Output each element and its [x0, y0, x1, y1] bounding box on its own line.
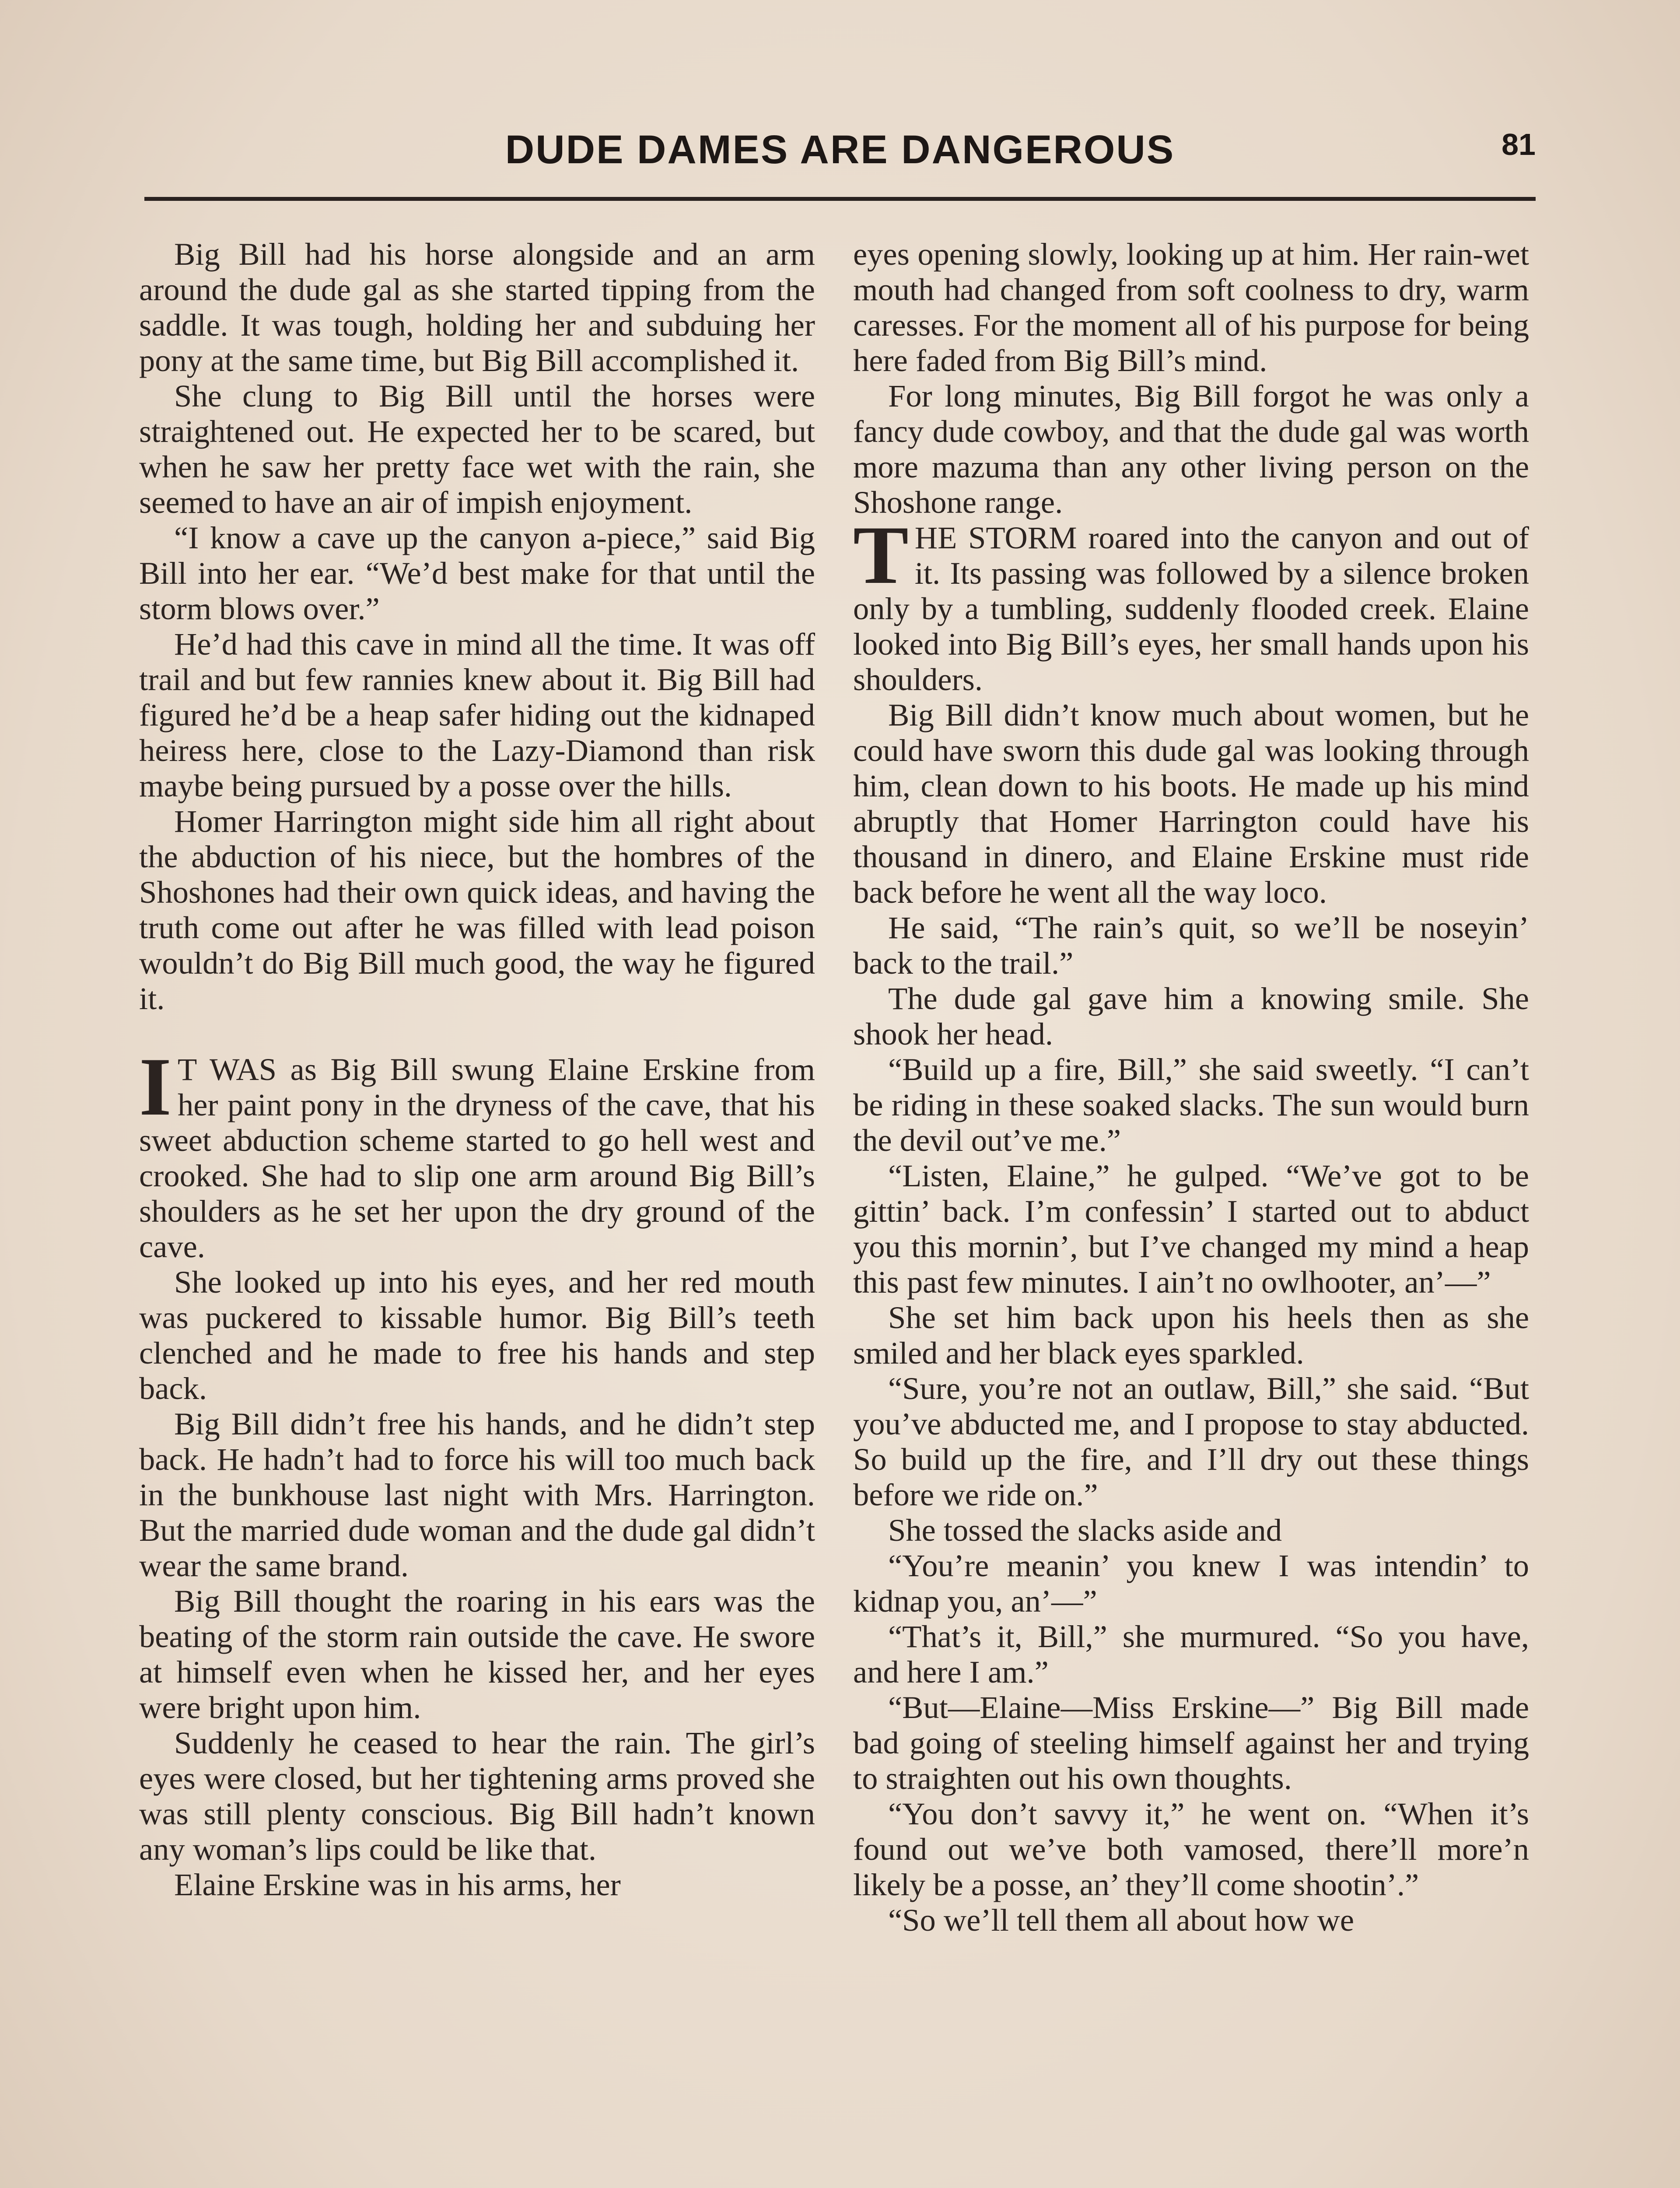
page-number: 81 — [1502, 127, 1536, 161]
paragraph: “But—Elaine—Miss Erskine—” Big Bill made bad going of steeling himself against her and trying to straighten out his own thoughts. — [853, 1690, 1529, 1796]
paragraph: She clung to Big Bill until the horses were straightened out. He expected her to be scared, but when he saw her pretty face wet with the rain, she seemed to have an air of impish enjoyment. — [139, 378, 815, 520]
paragraph: “Build up a fire, Bill,” she said sweetly. “I can’t be riding in these soaked slacks. The sun would burn the devil out’ve me.” — [853, 1052, 1529, 1158]
section-opening-text: T WAS as Big Bill swung Elaine Erskine from her paint pony in the dryness of the cave, that his sweet abduction scheme started to go hell west and crooked. She had to slip one arm around Big Bill’s shoulders as he set her upon the dry ground of the cave. — [139, 1052, 815, 1264]
right-column — [853, 236, 1529, 1938]
paragraph: “That’s it, Bill,” she murmured. “So you have, and here I am.” — [853, 1619, 1529, 1690]
paragraph: “Sure, you’re not an outlaw, Bill,” she said. “But you’ve abducted me, and I propose to stay abducted. So build up the fire, and I’ll dry out these things before we ride on.” — [853, 1371, 1529, 1512]
paragraph: For long minutes, Big Bill forgot he was only a fancy dude cowboy, and that the dude gal was worth more mazuma than any other living person on the Shoshone range. — [853, 378, 1529, 520]
paragraph: “Listen, Elaine,” he gulped. “We’ve got to be gittin’ back. I’m confessin’ I started out to abduct you this mornin’, but I’ve changed my mind a heap this past few minutes. I ain’t no owlhooter, an’—” — [853, 1158, 1529, 1300]
paragraph: Big Bill had his horse alongside and an arm around the dude gal as she started tipping from the saddle. It was tough, holding her and subduing her pony at the same time, but Big Bill accomplished it. — [139, 236, 815, 378]
paragraph: He said, “The rain’s quit, so we’ll be noseyin’ back to the trail.” — [853, 910, 1529, 981]
paragraph: Suddenly he ceased to hear the rain. The girl’s eyes were closed, but her tightening arms proved she was still plenty conscious. Big Bill hadn’t known any woman’s lips could be like that. — [139, 1725, 815, 1867]
section-opening — [139, 1041, 815, 1264]
paragraph: She set him back upon his heels then as she smiled and her black eyes sparkled. — [853, 1300, 1529, 1371]
drop-cap: T — [853, 509, 909, 601]
left-column — [139, 236, 815, 1902]
paragraph: Big Bill didn’t free his hands, and he didn’t step back. He hadn’t had to force his will too much back in the bunkhouse last night with Mrs. Harrington. But the married dude woman and the dude gal didn’t wear the same brand. — [139, 1406, 815, 1583]
paragraph: She tossed the slacks aside and — [888, 1512, 1282, 1548]
paragraph: “I know a cave up the canyon a-piece,” said Big Bill into her ear. “We’d best make for that until the storm blows over.” — [139, 520, 815, 626]
running-header — [144, 127, 1536, 188]
paragraph: Big Bill thought the roaring in his ears was the beating of the storm rain outside the cave. He swore at himself even when he kissed her, and her eyes were bright upon him. — [139, 1583, 815, 1725]
paragraph: Elaine Erskine was in his arms, her — [174, 1867, 621, 1902]
page-title: DUDE DAMES ARE DANGEROUS — [505, 127, 1175, 172]
section-opening — [853, 509, 1529, 697]
header-rule — [144, 197, 1536, 201]
paragraph: Homer Harrington might side him all right about the abduction of his niece, but the hombres of the Shoshones had their own quick ideas, and having the truth come out after he was filled with lead poison wouldn’t do Big Bill much good, the way he figured it. — [139, 803, 815, 1016]
paragraph: He’d had this cave in mind all the time. It was off trail and but few rannies knew about it. Big Bill had figured he’d be a heap safer hiding out the kidnaped heiress here, close to the Lazy-Diamond than risk maybe being pursued by a posse over the hills. — [139, 626, 815, 803]
paragraph: “You’re meanin’ you knew I was intendin’ to kidnap you, an’—” — [853, 1548, 1529, 1619]
paragraph: “You don’t savvy it,” he went on. “When it’s found out we’ve both vamosed, there’ll more’n likely be a posse, an’ they’ll come shootin’.” — [853, 1796, 1529, 1902]
paragraph: Big Bill didn’t know much about women, but he could have sworn this dude gal was looking through him, clean down to his boots. He made up his mind abruptly that Homer Harrington could have his thousand in dinero, and Elaine Erskine must ride back before he went all the way loco. — [853, 697, 1529, 910]
paragraph: She looked up into his eyes, and her red mouth was puckered to kissable humor. Big Bill’s teeth clenched and he made to free his hands and step back. — [139, 1264, 815, 1406]
paragraph-continued: eyes opening slowly, looking up at him. Her rain-wet mouth had changed from soft coolness to dry, warm caresses. For the moment all of his purpose for being here faded from Big Bill’s mind. — [853, 236, 1529, 378]
paragraph: “So we’ll tell them all about how we — [888, 1902, 1354, 1938]
drop-cap: I — [139, 1041, 172, 1133]
paragraph: The dude gal gave him a knowing smile. She shook her head. — [853, 981, 1529, 1052]
section-opening-text: HE STORM roared into the canyon and out of it. Its passing was followed by a silence broken only by a tumbling, suddenly flooded creek. Elaine looked into Big Bill’s eyes, her small hands upon his shoulders. — [853, 520, 1529, 697]
